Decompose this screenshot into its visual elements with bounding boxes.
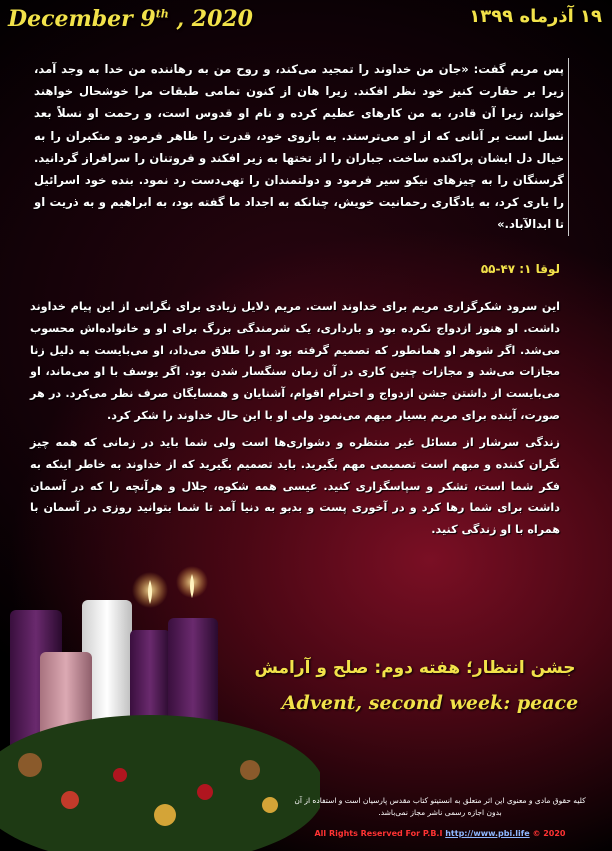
ornament-1 [61,791,79,809]
devotional-paragraph-2: زندگی سرشار از مسائل غیر منتظره و دشواری‌ها است ولی شما باید در زمانی که همه چیز نگران کننده و مبهم است تصمیمی مهم بگیرید. باید تصمیم بگیرید که از خداوند به خاطر اینکه به فکر شما است، تشکر و سپاسگزاری کنید. عیسی همه شکوه، جلال و هرآنچه را که در آسمان داشت برای شما رها کرد و در آخوری پست و بدبو به دنیا آمد تا شما بتوانید روزی در آسمان با همراه با او زندگی کنید. [30,436,560,537]
ornament-3 [262,797,278,813]
wreath [0,715,320,851]
copyright-notice-persian: کلیه حقوق مادی و معنوی این اثر متعلق به انستیتو کتاب مقدس پارسیان است و استفاده از آن بدون اجازه رسمی ناشر مجاز نمی‌باشد. [294,796,586,817]
pinecone-2 [240,760,260,780]
pinecone-1 [18,753,42,777]
devotional-paragraph-1: این سرود شکرگزاری مریم برای خداوند است. مریم دلایل زیادی برای نگرانی از این پیام خداوند داشت. او هنوز ازدواج نکرده بود و بارداری، یک شرمندگی بزرگ برای او و خانواده‌اش محسوب می‌شد. اگر شوهر او همانطور که تصمیم گرفته بود او را طلاق می‌داد، او می‌بایست به دلیل زنا مجازات می‌شد و مجازات چنین کاری در آن زمان سنگسار شدن بود. اگر یوسف با او می‌ماند، او می‌بایست از داشتن جشن ازدواج و احترام اقوام، آشنایان و همسایگان صرف نظر می‌کرد. در هر صورت، آینده برای مریم بسیار مبهم می‌نمود ولی او با این حال خداوند را شکر کرد. [30,300,560,422]
date-english [8,6,253,40]
date-english-year: , 2020 [168,6,253,32]
ornament-2 [154,804,176,826]
scripture-reference: لوقا ۱: ۴۷-۵۵ [480,262,560,276]
berry-1 [113,768,127,782]
date-persian: ۱۹ آذرماه ۱۳۹۹ [469,6,602,27]
date-english-suffix: th [155,7,169,21]
footer-year: © 2020 [529,829,566,838]
date-english-day: December 9 [8,6,156,32]
title-persian: جشن انتظار؛ هفته دوم: صلح و آرامش [254,658,576,678]
scripture-passage: پس مریم گفت: «جان من خداوند را تمجید می‌کند، و روح من به رهاننده من خدا به وجد آمد، زیرا بر حقارت کنیز خود نظر افکند. زیرا هان از کنون تمامی طبقات مرا خوشحال خواهند خواند، زیرا آن قادر، به من کارهای عظیم کرده و نام او قدوس است، و رحمت او نسلاً بعد نسل است بر آنانی که از او می‌ترسند. به بازوی خود، قدرت را ظاهر فرمود و متکبران را به خیال دل ایشان پراکنده ساخت. جباران را از تختها به زیر افکند و فروتنان را سرافراز گردانید. گرسنگان را به چیزهای نیکو سیر فرمود و دولتمندان را تهی‌دست رد نمود. بنده خود اسرائیل را یاری کرد، به یادگاری رحمانیت خویش، چنانکه به اجداد ما گفته بود، به ابراهیم و به ذریت او تا ابدالآباد.» [30,58,569,236]
footer-link[interactable]: http://www.pbi.life [445,829,530,838]
footer-rights: All Rights Reserved For P.B.I [314,829,446,838]
title-english: Advent, second week: peace [281,692,579,714]
berry-2 [197,784,213,800]
footer [290,829,590,838]
